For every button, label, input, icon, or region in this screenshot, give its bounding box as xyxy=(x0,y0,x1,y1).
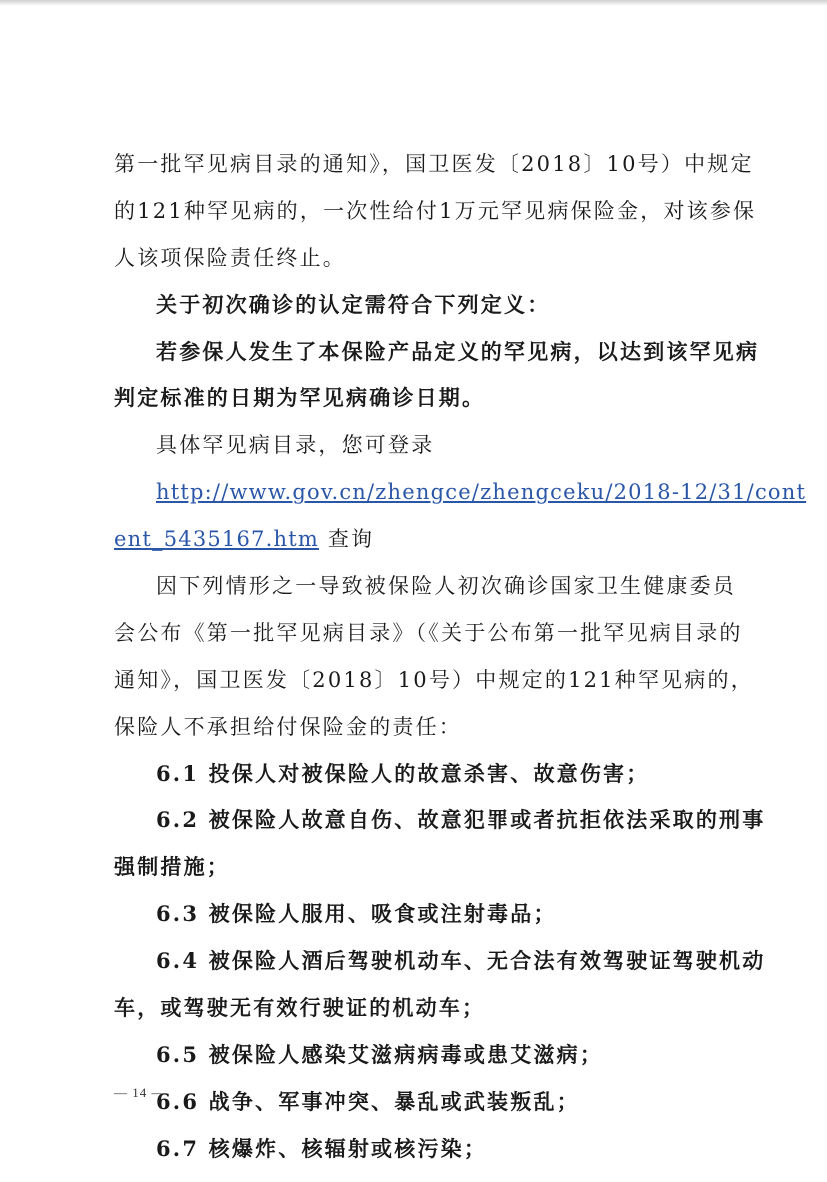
exclusion-item-6-1: 6.1 投保人对被保险人的故意杀害、故意伤害； xyxy=(156,760,650,786)
exclusion-intro-line: 因下列情形之一导致被保险人初次确诊国家卫生健康委员 xyxy=(156,574,736,599)
exclusion-intro-line: 保险人不承担给付保险金的责任： xyxy=(114,714,462,739)
exclusion-item-6-5: 6.5 被保险人感染艾滋病病毒或患艾滋病； xyxy=(156,1041,604,1067)
query-text: 查询 xyxy=(318,527,375,552)
exclusion-item-6-4: 6.4 被保险人酒后驾驶机动车、无合法有效驾驶证驾驶机动 xyxy=(156,948,766,974)
scan-top-edge xyxy=(0,0,827,6)
definition-heading: 关于初次确诊的认定需符合下列定义： xyxy=(156,291,551,317)
paragraph-line: 的121种罕见病的，一次性给付1万元罕见病保险金，对该参保 xyxy=(114,198,757,223)
exclusion-item-6-6: 6.6 战争、军事冲突、暴乱或武装叛乱； xyxy=(156,1088,580,1114)
catalog-link[interactable]: http://www.gov.cn/zhengce/zhengceku/2018-12/31/cont xyxy=(156,480,807,505)
catalog-link-continued[interactable]: ent_5435167.htm xyxy=(114,527,319,552)
paragraph-line: 人该项保险责任终止。 xyxy=(114,245,346,270)
page-number: — 14 — xyxy=(114,1085,166,1100)
catalog-link-line xyxy=(114,478,807,506)
definition-line: 若参保人发生了本保险产品定义的罕见病，以达到该罕见病 xyxy=(156,338,760,364)
exclusion-item-6-2: 6.2 被保险人故意自伤、故意犯罪或者抗拒依法采取的刑事 xyxy=(156,807,766,833)
exclusion-item-6-2-continued: 强制措施； xyxy=(114,854,230,880)
exclusion-intro-line: 会公布《第一批罕见病目录》（《关于公布第一批罕见病目录的 xyxy=(114,620,743,645)
exclusion-item-6-4-continued: 车，或驾驶无有效行驶证的机动车； xyxy=(114,995,486,1021)
catalog-link-line xyxy=(114,525,726,553)
definition-line: 判定标准的日期为罕见病确诊日期。 xyxy=(114,385,486,411)
exclusion-item-6-7: 6.7 核爆炸、核辐射或核污染； xyxy=(156,1135,488,1161)
document-body xyxy=(114,150,807,1182)
exclusion-item-6-3: 6.3 被保险人服用、吸食或注射毒品； xyxy=(156,901,557,927)
exclusion-intro-line: 通知》，国卫医发〔2018〕10号）中规定的121种罕见病的， xyxy=(114,667,754,692)
paragraph-line: 第一批罕见病目录的通知》，国卫医发〔2018〕10号）中规定 xyxy=(114,152,754,176)
catalog-intro: 具体罕见病目录，您可登录 xyxy=(156,433,435,458)
